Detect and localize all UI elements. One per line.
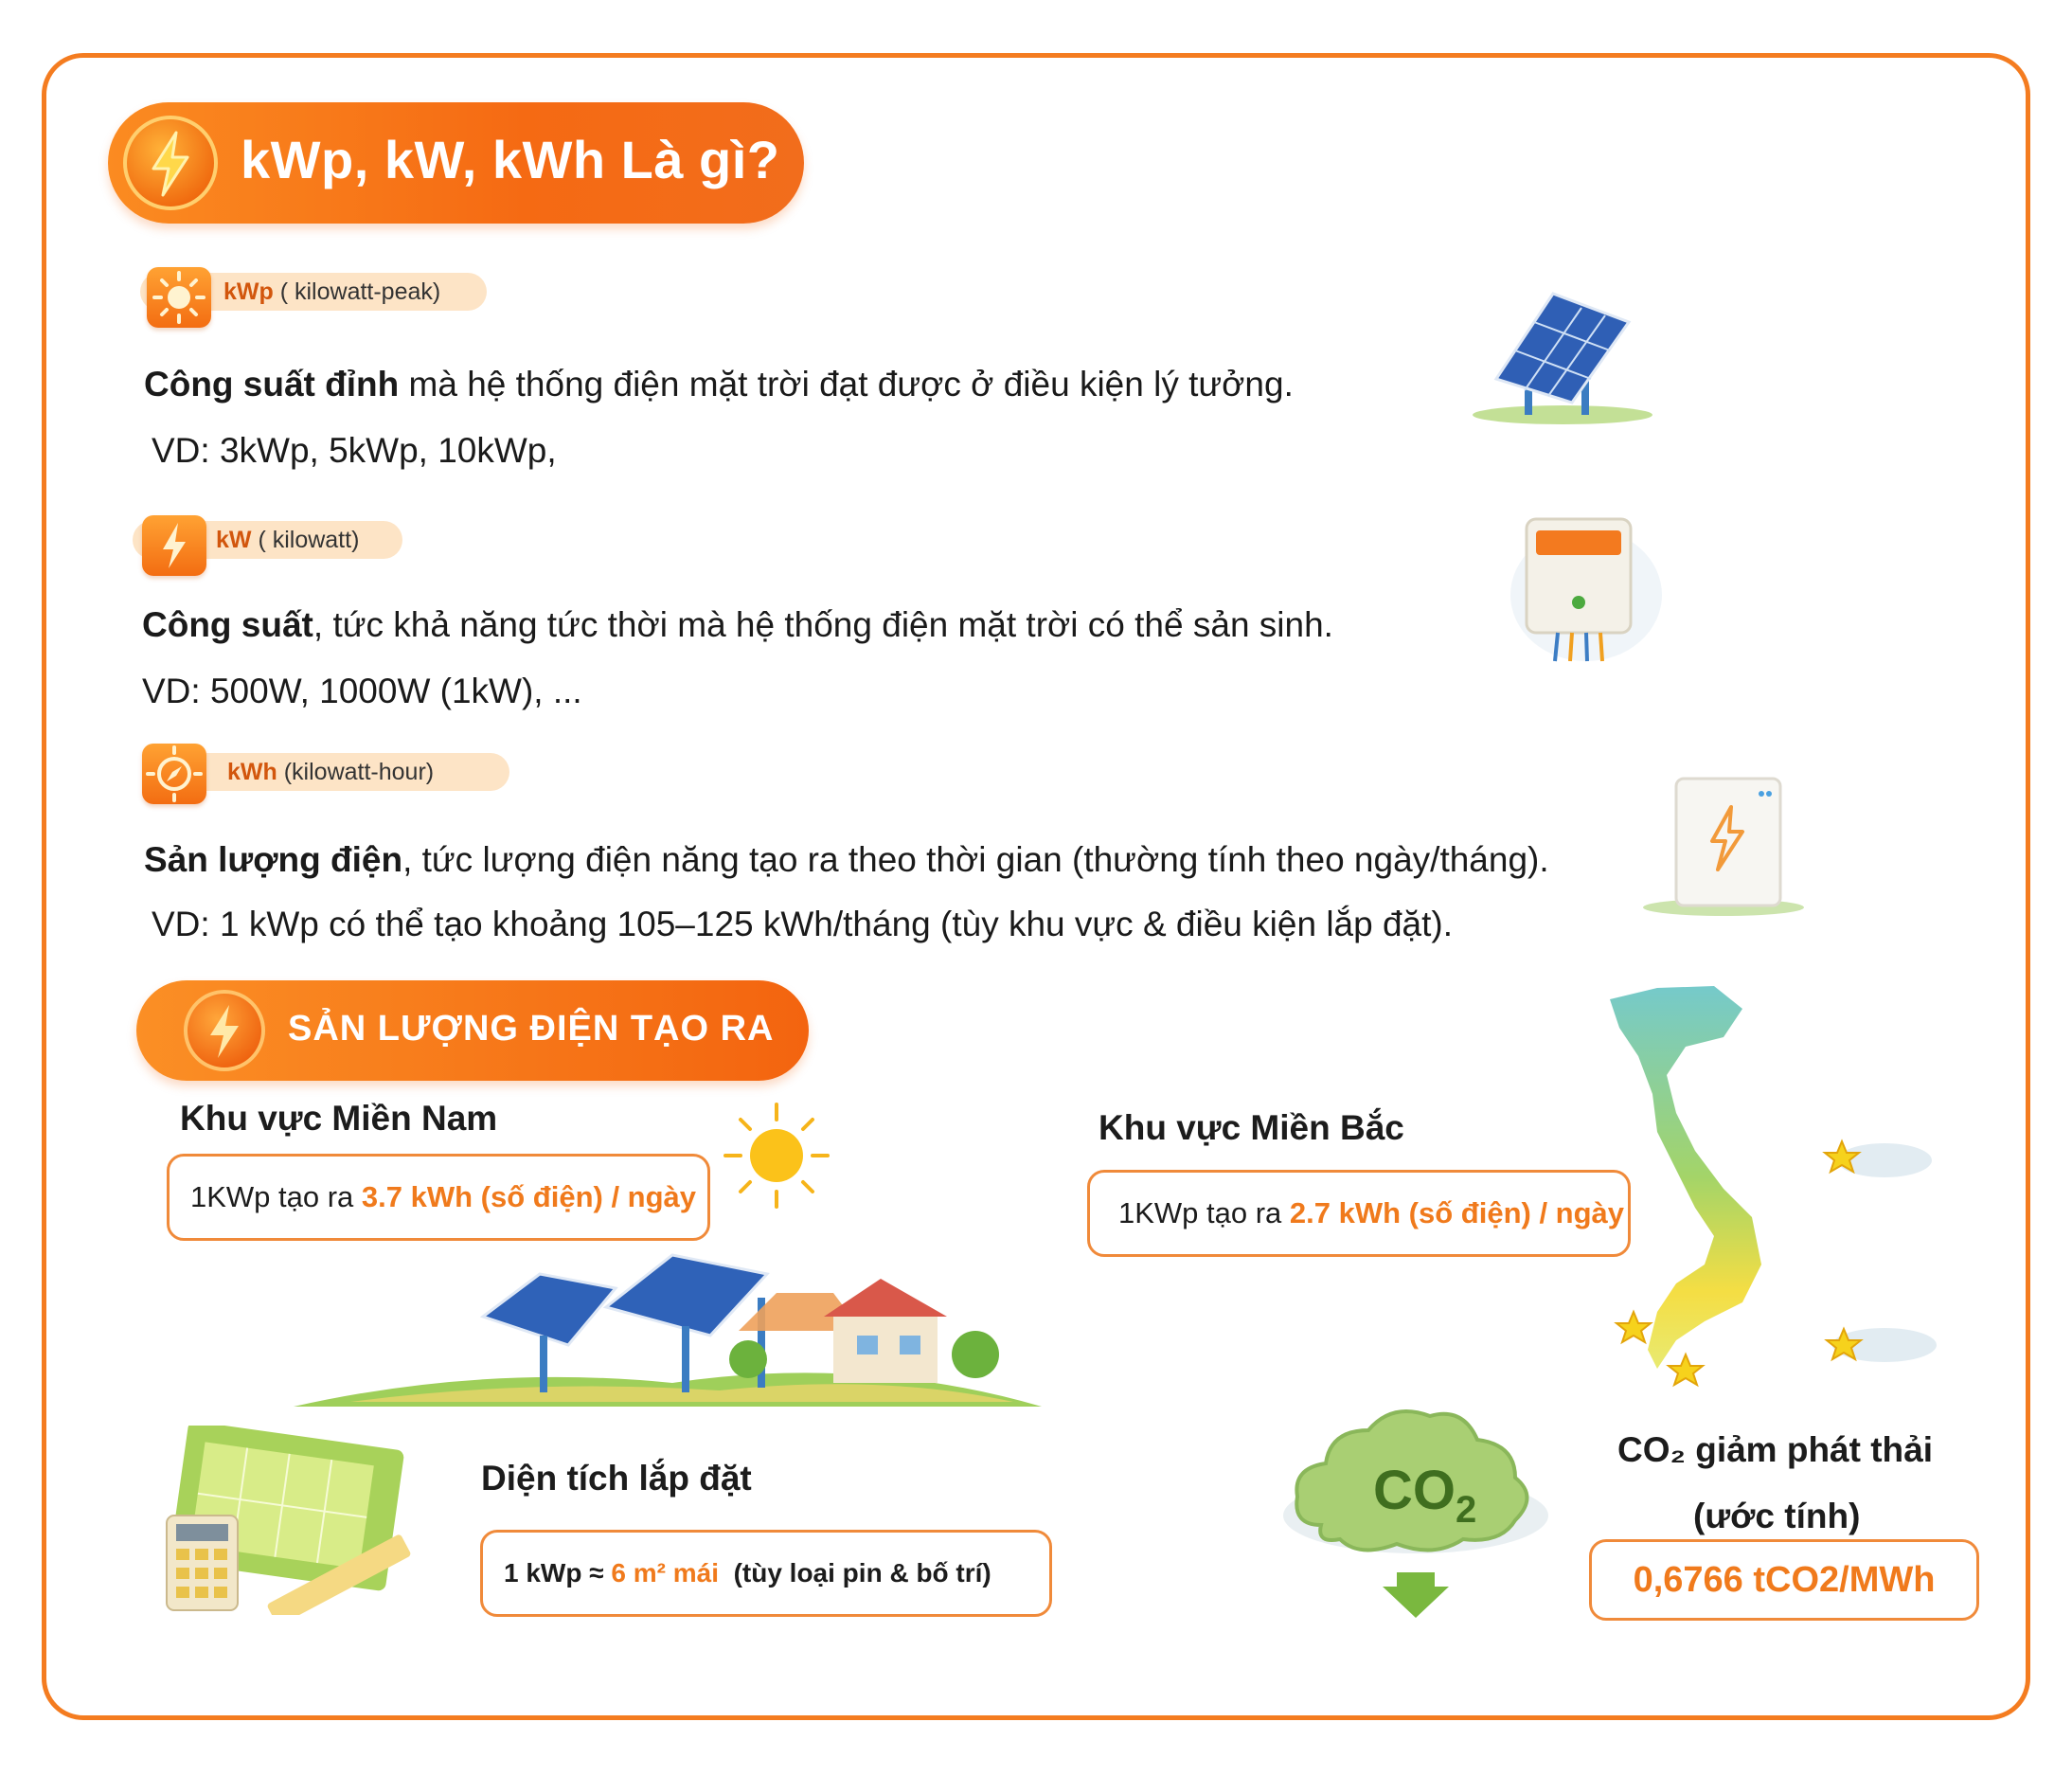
section-output-banner: [136, 980, 809, 1081]
kwp-description: [144, 352, 1294, 417]
tag-kw-abbr: kW: [216, 527, 252, 553]
area-title: Diện tích lắp đặt: [481, 1459, 752, 1498]
area-box: [480, 1530, 1052, 1617]
co2-cloud-icon: [1274, 1392, 1558, 1620]
south-output-value: 3.7 kWh (số điện) / ngày: [361, 1180, 697, 1213]
page-title-banner: [108, 102, 804, 224]
battery-icon: [1619, 775, 1828, 917]
calculator-icon: [159, 1426, 415, 1615]
kwh-term: Sản lượng điện: [144, 840, 403, 879]
area-suffix: (tùy loại pin & bố trí): [733, 1558, 991, 1588]
kw-term: Công suất: [142, 605, 313, 644]
north-output-box: [1087, 1170, 1631, 1257]
inverter-icon: [1506, 510, 1667, 671]
lightning-icon: [184, 990, 265, 1071]
tag-kw-full: ( kilowatt): [251, 527, 360, 553]
south-output-box: [167, 1154, 710, 1241]
co2-cloud-text: [1373, 1459, 1477, 1531]
tag-kwh-full: (kilowatt-hour): [277, 759, 435, 785]
kwh-example: VD: 1 kWp có thể tạo khoảng 105–125 kWh/tháng (tùy khu vực & điều kiện lắp đặt).: [152, 905, 1454, 943]
co2-value-box: [1589, 1539, 1979, 1621]
vietnam-map-icon: [1600, 980, 1951, 1397]
sun-icon: [147, 267, 211, 328]
solar-panel-icon: [1468, 284, 1657, 426]
compass-icon: [142, 744, 206, 804]
co2-title-line2: (ước tính): [1693, 1497, 1861, 1535]
kw-description: [142, 593, 1333, 657]
kwp-example: VD: 3kWp, 5kWp, 10kWp,: [152, 431, 557, 470]
kw-example: VD: 500W, 1000W (1kW), ...: [142, 672, 582, 710]
co2-value: 0,6766 tCO2/MWh: [1633, 1559, 1936, 1600]
kwp-desc-text: mà hệ thống điện mặt trời đạt được ở điều kiện lý tưởng.: [399, 365, 1294, 404]
kwp-term: Công suất đỉnh: [144, 365, 400, 404]
solar-farm-illustration: [294, 1241, 1042, 1411]
co2-title-line1: CO₂ giảm phát thải: [1617, 1430, 1934, 1469]
south-output-prefix: 1KWp tạo ra: [190, 1180, 362, 1213]
lightning-icon: [123, 116, 218, 210]
kwh-desc-text: , tức lượng điện năng tạo ra theo thời gian (thường tính theo ngày/tháng).: [402, 840, 1549, 879]
tag-kwp-full: ( kilowatt-peak): [273, 278, 441, 305]
area-prefix: 1 kWp ≈: [504, 1558, 612, 1588]
co2-cloud-main: CO: [1373, 1460, 1456, 1521]
tag-kwh-abbr: kWh: [227, 759, 277, 785]
section-title: SẢN LƯỢNG ĐIỆN TẠO RA: [288, 1009, 775, 1049]
kwh-description: [144, 828, 1549, 892]
sun-icon: [720, 1099, 833, 1212]
area-value: 6 m² mái: [611, 1558, 719, 1588]
north-output-value: 2.7 kWh (số điện) / ngày: [1289, 1196, 1625, 1229]
page-title: kWp, kW, kWh Là gì?: [241, 130, 780, 189]
north-region-title: Khu vực Miền Bắc: [1099, 1108, 1404, 1147]
lightning-icon: [142, 515, 206, 576]
tag-kwp-abbr: kWp: [223, 278, 274, 305]
north-output-prefix: 1KWp tạo ra: [1118, 1196, 1290, 1229]
kw-desc-text: , tức khả năng tức thời mà hệ thống điện mặt trời có thể sản sinh.: [313, 605, 1333, 644]
south-region-title: Khu vực Miền Nam: [180, 1099, 498, 1138]
co2-cloud-subscript: 2: [1456, 1489, 1477, 1531]
